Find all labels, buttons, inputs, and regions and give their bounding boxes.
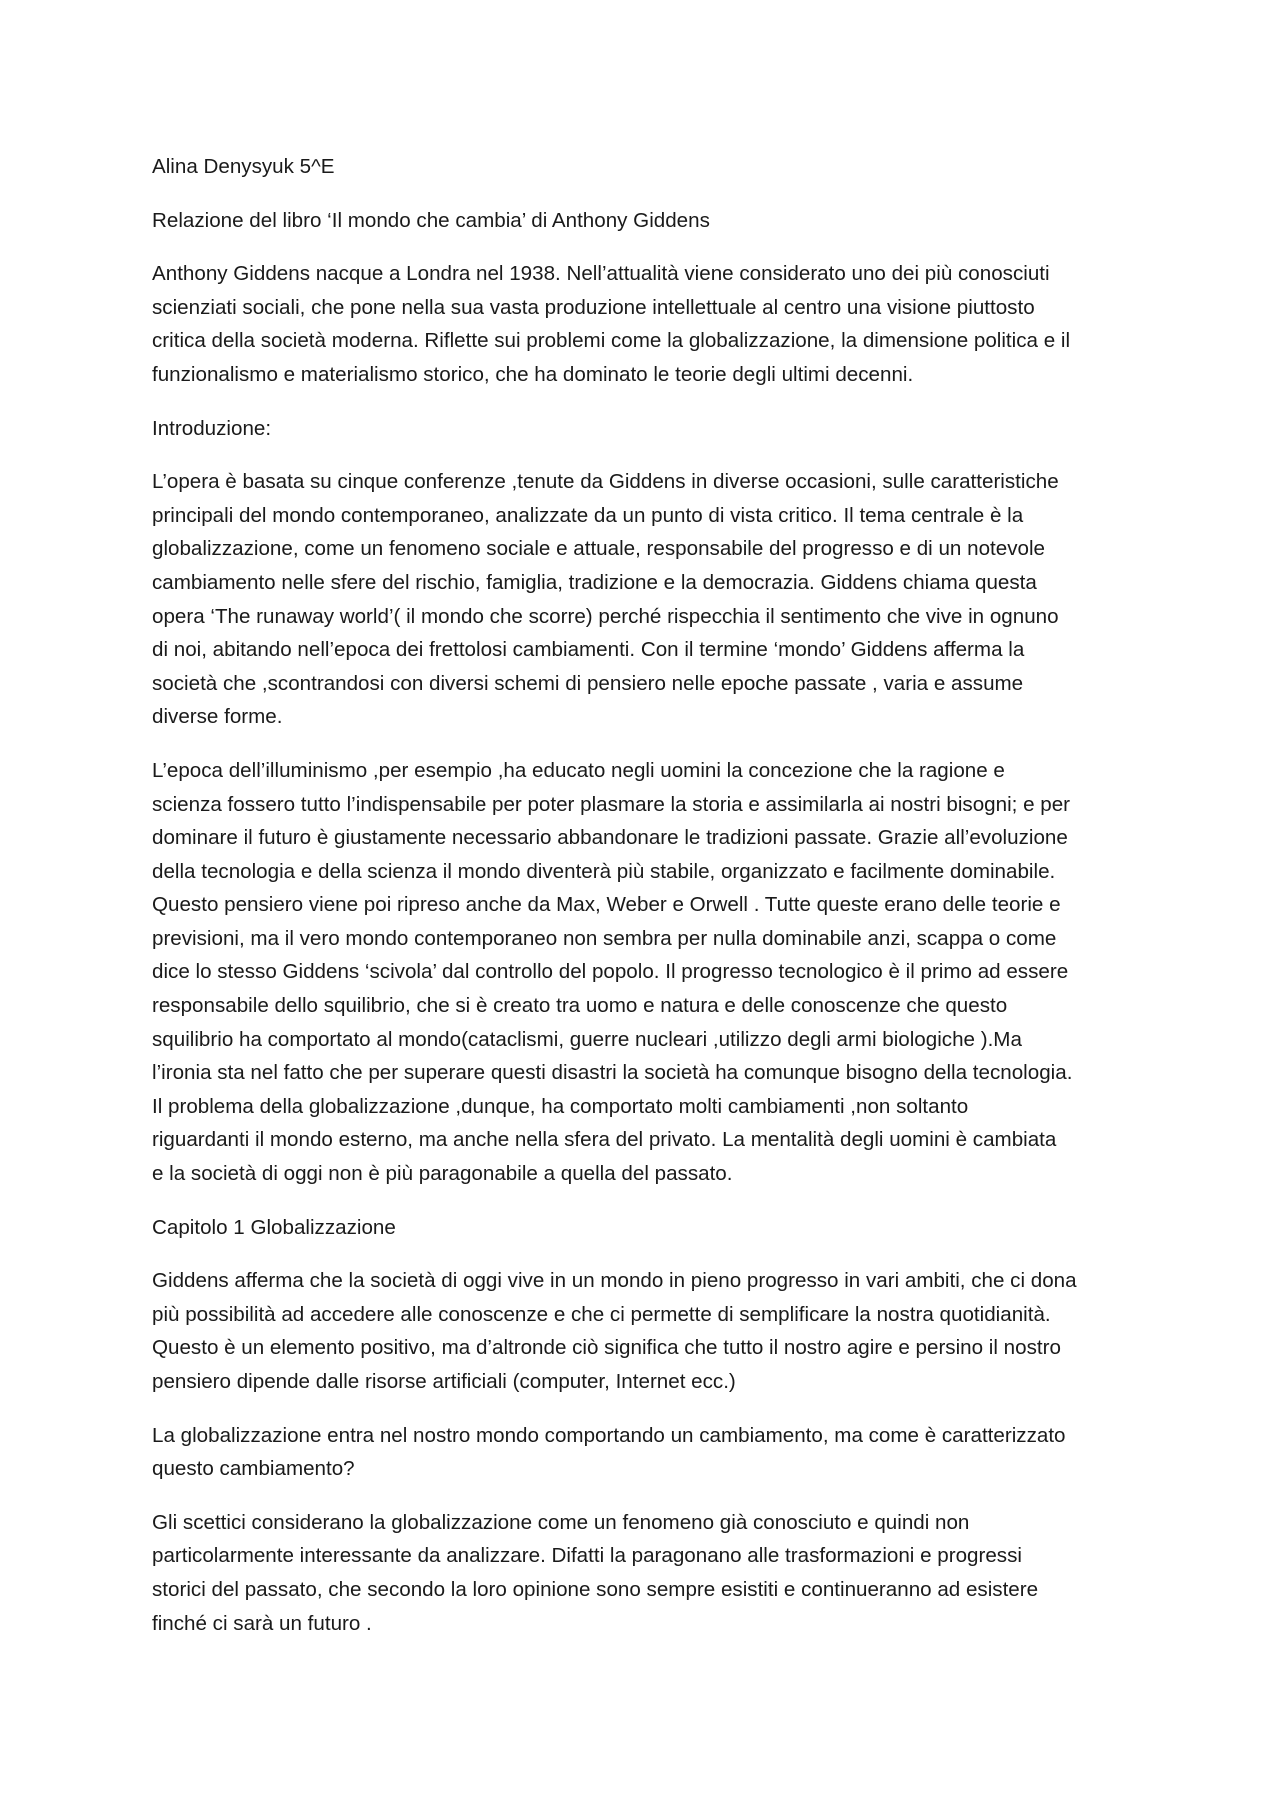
paragraph-scettici: Gli scettici considerano la globalizzazione come un fenomeno già conosciuto e quindi non particolarmente interessante da analizzare. Difatti la paragonano alle trasformazioni e progressi storici del passato, che secondo la loro opinione sono sempre esistiti e continueranno ad esistere finché ci sarà un futuro .	[152, 1510, 1039, 1635]
paragraph-progresso: Giddens afferma che la società di oggi vive in un mondo in pieno progresso in vari ambiti, che ci dona più possibilità ad accedere alle conoscenze e che ci permette di semplificare la nostra quotidianità. Questo è un elemento positivo, ma d’altronde ciò significa che tutto il nostro agire e persino il nostro pensiero dipende dalle risorse artificiali (computer, Internet ecc.)	[152, 1269, 1077, 1393]
paragraph-illuminismo: L’epoca dell’illuminismo ,per esempio ,ha educato negli uomini la concezione che la ragione e scienza fossero tutto l’indispensabile per poter plasmare la storia e assimilarla ai nostri bisogni; e per dominare il futuro è giustamente necessario abbandonare le tradizioni passate. Grazie all’evoluzione della tecnologia e della scienza il mondo diventerà più stabile, organizzato e facilmente dominabile. Questo pensiero viene poi ripreso anche da Max, Weber e Orwell . Tutte queste erano delle teorie e previsioni, ma il vero mondo contemporaneo non sembra per nulla dominabile anzi, scappa o come dice lo stesso Giddens ‘scivola’ dal controllo del popolo. Il progresso tecnologico è il primo ad essere responsabile dello squilibrio, che si è creato tra uomo e natura e delle conoscenze che questo squilibrio ha comportato al mondo(cataclismi, guerre nucleari ,utilizzo degli armi biologiche ).Ma l’ironia sta nel fatto che per superare questi disastri la società ha comunque bisogno della tecnologia. Il problema della globalizzazione ,dunque, ha comportato molti cambiamenti ,non soltanto riguardanti il mondo esterno, ma anche nella sfera del privato. La mentalità degli uomini è cambiata e la società di oggi non è più paragonabile a quella del passato.	[152, 758, 1073, 1186]
paragraph-intro-opera: L’opera è basata su cinque conferenze ,tenute da Giddens in diverse occasioni, sulle caratteristiche principali del mondo contemporaneo, analizzate da un punto di vista critico. Il tema centrale è la globalizzazione, come un fenomeno sociale e attuale, responsabile del progresso e di un notevole cambiamento nelle sfere del rischio, famiglia, tradizione e la democrazia. Giddens chiama questa opera ‘The runaway world’( il mondo che scorre) perché rispecchia il sentimento che vive in ognuno di noi, abitando nell’epoca dei frettolosi cambiamenti. Con il termine ‘mondo’ Giddens afferma la società che ,scontrandosi con diversi schemi di pensiero nelle epoche passate , varia e assume diverse forme.	[152, 470, 1059, 729]
paragraph-cambiamento: La globalizzazione entra nel nostro mondo comportando un cambiamento, ma come è caratterizzato questo cambiamento?	[152, 1423, 1066, 1481]
title-line: Relazione del libro ‘Il mondo che cambia’ di Anthony Giddens	[152, 208, 710, 232]
document-body	[152, 150, 1132, 1660]
paragraph-author-bio: Anthony Giddens nacque a Londra nel 1938. Nell’attualità viene considerato uno dei più conosciuti scienziati sociali, che pone nella sua vasta produzione intellettuale al centro una visione piuttosto critica della società moderna. Riflette sui problemi come la globalizzazione, la dimensione politica e il funzionalismo e materialismo storico, che ha dominato le teorie degli ultimi decenni.	[152, 262, 1071, 386]
author-line: Alina Denysyuk 5^E	[152, 155, 335, 178]
heading-introduzione: Introduzione:	[152, 416, 272, 440]
heading-capitolo-1: Capitolo 1 Globalizzazione	[152, 1215, 396, 1239]
